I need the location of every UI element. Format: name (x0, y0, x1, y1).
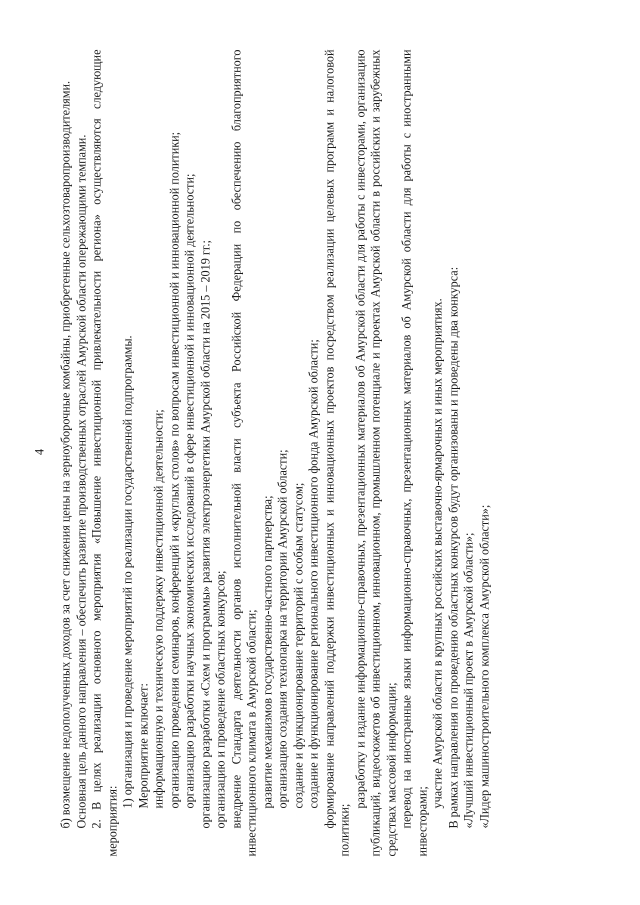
page-number: 4 (32, 448, 47, 456)
paragraph: б) возмещение недополученных доходов за счет снижения цены на зерноуборочные комбайны, приобретенные сельхозтоваропроизводителями. (58, 80, 73, 829)
document-body (59, 50, 493, 857)
paragraph: 1) организация и проведение мероприятий по реализации государственной подпрограммы. (120, 335, 135, 809)
paragraph: организацию разработки научных экономических исследований в сфере инвестиционной и инновационной деятельности; (182, 173, 197, 809)
paragraph: участие Амурской области в крупных российских выставочно-ярмарочных и иных мероприятиях. (430, 298, 445, 809)
paragraph: «Лучший инвестиционный проект в Амурской области»; (461, 532, 476, 829)
paragraph: 2. В целях реализации основного мероприятия «Повышение инвестиционной привлекательности региона» осуществляются следующие мероприятия: (89, 49, 119, 857)
paragraph: организацию создания технопарка на территории Амурской области; (275, 449, 290, 809)
paragraph: Мероприятие включает: (136, 683, 150, 809)
paragraph: создание и функционирование регионального инвестиционного фонда Амурской области; (306, 339, 321, 809)
paragraph: Основная цель данного направления – обеспечить развитие производственных отраслей Амурской области опережающими темпами. (74, 134, 88, 829)
paragraph: организацию и проведение областных конкурсов; (213, 570, 228, 829)
paragraph: разработку и издание информационно-справочных, презентационных материалов об Амурской области для работы с инвесторами, организацию публикаций, видеосюжетов об инвестиционном, инновационном, промышленном потенциале и проектах Амурской области в российских и зарубежных средствах массовой информации; (353, 49, 398, 857)
rotated-page-content (21, 30, 621, 875)
paragraph: информационную и техническую поддержку инвестиционной деятельности; (151, 409, 166, 809)
paragraph: В рамках направления по проведению областных конкурсов будут организованы и проведены два конкурса: (446, 266, 460, 829)
paragraph: формирование направлений поддержки инвестиционных и инновационных проектов посредством реализации целевых программ и налоговой политики; (322, 49, 352, 857)
paragraph: развитие механизмов государственно-частного партнерства; (260, 495, 274, 809)
paragraph: организацию проведения семинаров, конференций и «круглых столов» по вопросам инвестиционной и инновационной политики; (167, 131, 181, 809)
paragraph: внедрение Стандарта деятельности органов исполнительной власти субъекта Российской Федерации по обеспечению благоприятного инвестиционного климата в Амурской области; (229, 49, 259, 857)
paragraph: перевод на иностранные языки информационно-справочных, презентационных материалов об Амурской области для работы с иностранными инвесторами; (399, 49, 429, 857)
paragraph: организацию разработки «Схем и программы» развития электроэнергетики Амурской области на 2015 – 2019 гг.; (198, 240, 212, 829)
paragraph: создание и функционирование территорий с особым статусом; (291, 482, 305, 809)
paragraph: «Лидер машиностроительного комплекса Амурской области»; (477, 504, 491, 829)
